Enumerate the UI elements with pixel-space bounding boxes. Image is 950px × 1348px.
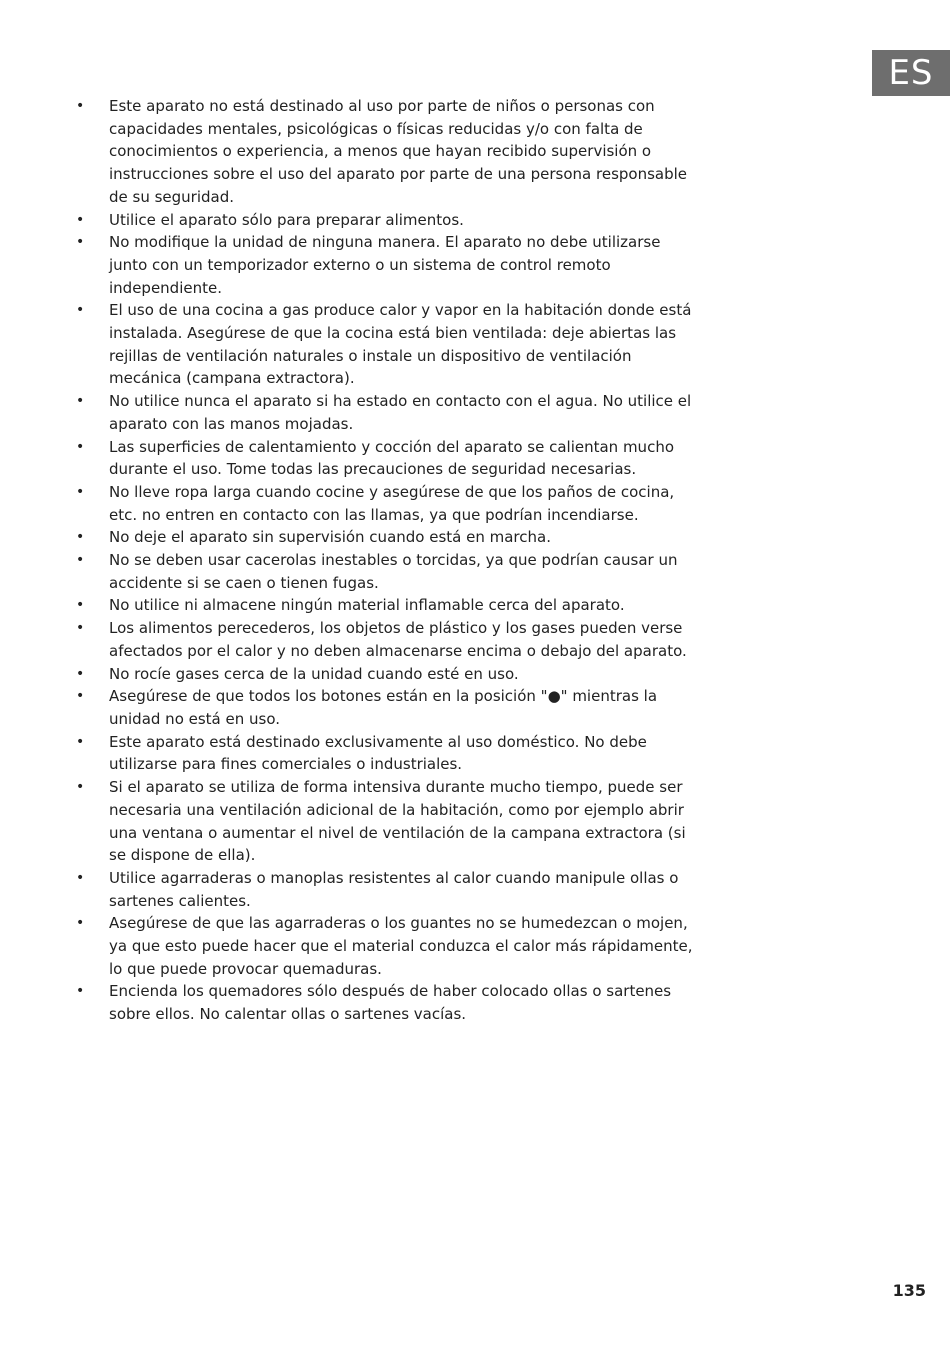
list-item-text: No lleve ropa larga cuando cocine y asegúrese de que los paños de cocina, etc. no entren en contacto con las llamas, ya que podrían incendiarse. [109, 482, 675, 524]
list-item [74, 663, 702, 686]
list-item-text: Asegúrese de que las agarraderas o los guantes no se humedezcan o mojen, ya que esto puede hacer que el material conduzca el calor más rápidamente, lo que puede provocar quemaduras. [109, 914, 693, 978]
list-item-text: No modifique la unidad de ninguna manera. El aparato no debe utilizarse junto con un temporizador externo o un sistema de control remoto independiente. [109, 233, 661, 297]
list-item [74, 436, 702, 481]
list-item [74, 731, 702, 776]
bullet-point: • [76, 620, 85, 637]
bullet-point: • [76, 915, 85, 932]
list-item [74, 390, 702, 435]
list-item [74, 685, 702, 730]
list-item-text: No utilice ni almacene ningún material inflamable cerca del aparato. [109, 596, 625, 615]
bullet-point: • [76, 98, 85, 114]
bullet-point: • [76, 983, 85, 1000]
list-item [74, 867, 702, 912]
list-item [74, 549, 702, 594]
bullet-point: • [76, 552, 85, 569]
list-item [74, 980, 702, 1025]
page-number: 135 [892, 1281, 926, 1300]
list-item [74, 776, 702, 867]
bullet-point: • [76, 393, 85, 410]
list-item-text: No utilice nunca el aparato si ha estado en contacto con el agua. No utilice el aparato con las manos mojadas. [109, 392, 692, 433]
list-item [74, 209, 702, 232]
list-item-text: Asegúrese de que todos los botones están en la posición "●" mientras la unidad no está en uso. [109, 687, 658, 728]
list-item-text: Utilice agarraderas o manoplas resistentes al calor cuando manipule ollas o sartenes calientes. [109, 868, 679, 910]
list-item-text: Si el aparato se utiliza de forma intensiva durante mucho tiempo, puede ser necesaria una ventilación adicional de la habitación, como por ejemplo abrir una ventana o aumentar el nivel de ventilación de la campana extractora (si se dispone de ella). [109, 778, 686, 865]
bullet-point: • [76, 302, 85, 319]
list-item [74, 299, 702, 390]
list-item [74, 912, 702, 980]
list-item-text: Los alimentos perecederos, los objetos de plástico y los gases pueden verse afectados por el calor y no deben almacenarse encima o debajo del aparato. [109, 619, 687, 660]
list-item [74, 526, 702, 549]
bullet-point: • [76, 234, 85, 251]
list-item [74, 95, 702, 209]
bullet-point: • [76, 438, 85, 455]
bullet-point: • [76, 597, 85, 614]
bullet-point: • [76, 483, 85, 500]
list-item [74, 231, 702, 299]
bullet-point: • [76, 779, 85, 796]
list-item-text: No se deben usar cacerolas inestables o torcidas, ya que podrían causar un accidente si se caen o tienen fugas. [109, 551, 678, 592]
list-item-text: Encienda los quemadores sólo después de haber colocado ollas o sartenes sobre ellos. No calentar ollas o sartenes vacías. [109, 982, 672, 1024]
list-item [74, 594, 702, 617]
language-tab: ES [872, 50, 950, 96]
list-item-text: No rocíe gases cerca de la unidad cuando esté en uso. [109, 664, 519, 683]
list-item-text: Este aparato está destinado exclusivamente al uso doméstico. No debe utilizarse para fines comerciales o industriales. [109, 732, 647, 774]
list-item-text: Las superficies de calentamiento y cocción del aparato se calientan mucho durante el uso. Tome todas las precauciones de seguridad necesarias. [109, 437, 674, 479]
list-item [74, 481, 702, 526]
list-item-text: No deje el aparato sin supervisión cuando está en marcha. [109, 528, 551, 547]
bullet-point: • [76, 211, 85, 228]
bullet-point: • [76, 733, 85, 750]
list-item-text: Este aparato no está destinado al uso por parte de niños o personas con capacidades mentales, psicológicas o físicas reducidas y/o con falta de conocimientos o experiencia, a menos que hayan recibido supervisión o instrucciones sobre el uso del aparato por parte de una persona responsable de su seguridad. [109, 97, 688, 206]
list-item [74, 617, 702, 662]
bullet-point: • [76, 529, 85, 546]
list-item-text: Utilice el aparato sólo para preparar alimentos. [109, 210, 464, 229]
list-item-text: El uso de una cocina a gas produce calor y vapor en la habitación donde está instalada. Asegúrese de que la cocina está bien ventilada: deje abiertas las rejillas de ventilación naturales o instale un dispositivo de ventilación mecánica (campana extractora). [109, 301, 692, 388]
bullet-point: • [76, 869, 85, 886]
bullet-point: • [76, 665, 85, 682]
bullet-point: • [76, 688, 85, 705]
safety-instructions-list [74, 95, 702, 1026]
